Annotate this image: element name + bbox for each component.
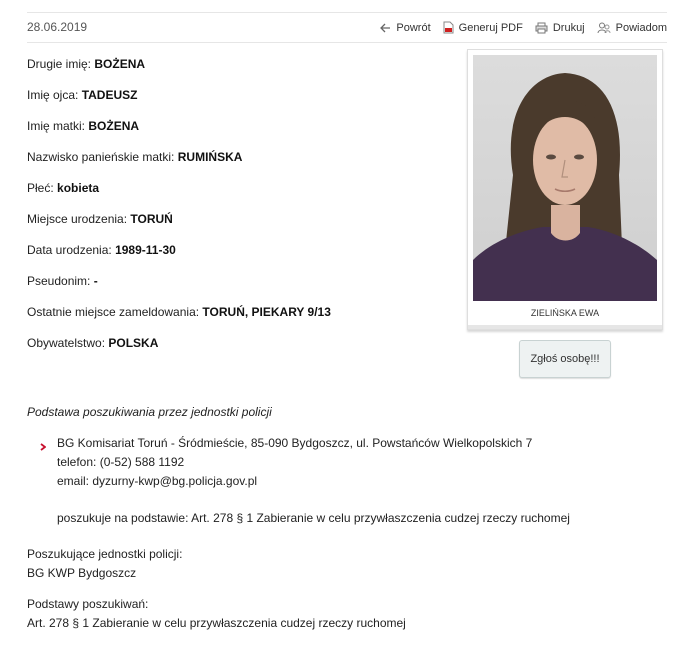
toolbar-actions [380, 21, 667, 34]
field-value: - [93, 274, 98, 288]
unit-email: email: dyzurny-kwp@bg.policja.gov.pl [57, 474, 258, 488]
field-label: Data urodzenia: [27, 243, 112, 257]
field-mother-name [27, 119, 331, 150]
field-label: Miejsce urodzenia: [27, 212, 128, 226]
photo-caption: ZIELIŃSKA EWA [530, 308, 600, 318]
unit-name: BG Komisariat Toruń - Śródmieście, 85-090 Bydgoszcz, ul. Powstańców Wielkopolskich 7 [57, 436, 533, 450]
top-divider [27, 12, 667, 13]
report-person-button[interactable]: Zgłoś osobę!!! [519, 340, 611, 378]
unit-phone: telefon: (0-52) 588 1192 [57, 455, 185, 469]
printer-icon [535, 22, 548, 34]
field-value: BOŻENA [94, 57, 146, 71]
field-sex [27, 181, 331, 212]
search-grounds-label: Podstawy poszukiwań: [27, 597, 149, 611]
police-unit-entry [44, 434, 570, 528]
unit-grounds: poszukuje na podstawie: Art. 278 § 1 Zabieranie w celu przywłaszczenia cudzej rzeczy ruchomej [57, 511, 570, 525]
field-last-address [27, 305, 331, 336]
field-label: Pseudonim: [27, 274, 91, 288]
print-link[interactable] [535, 22, 585, 34]
field-father-name [27, 88, 331, 119]
photo-card-footer [468, 325, 662, 329]
back-link-label: Powrót [396, 21, 431, 34]
searching-units-value: BG KWP Bydgoszcz [27, 566, 137, 580]
field-birthdate [27, 243, 331, 274]
field-value: 1989-11-30 [115, 243, 176, 257]
back-arrow-icon [380, 23, 391, 33]
field-label: Płeć: [27, 181, 54, 195]
field-birthplace [27, 212, 331, 243]
field-second-name [27, 57, 331, 88]
pdf-icon [443, 21, 454, 34]
header-divider [27, 42, 667, 43]
field-label: Ostatnie miejsce zameldowania: [27, 305, 200, 319]
search-grounds-value: Art. 278 § 1 Zabieranie w celu przywłaszczenia cudzej rzeczy ruchomej [27, 616, 406, 630]
search-basis-title: Podstawa poszukiwania przez jednostki policji [27, 405, 272, 419]
field-citizenship [27, 336, 331, 367]
generate-pdf-label: Generuj PDF [458, 21, 523, 34]
back-link[interactable] [380, 22, 430, 34]
field-label: Nazwisko panieńskie matki: [27, 150, 175, 164]
notify-label: Powiadom [615, 21, 667, 34]
field-mother-maiden-name [27, 150, 331, 181]
people-icon [597, 22, 611, 34]
field-label: Obywatelstwo: [27, 336, 106, 350]
person-photo[interactable] [473, 55, 657, 301]
field-label: Drugie imię: [27, 57, 92, 71]
field-value: RUMIŃSKA [177, 150, 243, 164]
bullet-arrow-icon [40, 438, 46, 457]
print-label: Drukuj [552, 21, 585, 34]
field-value: BOŻENA [88, 119, 140, 133]
person-photo-card [467, 49, 663, 330]
personal-details [27, 57, 331, 367]
field-label: Imię matki: [27, 119, 86, 133]
field-label: Imię ojca: [27, 88, 79, 102]
field-value: TORUŃ, PIEKARY 9/13 [202, 305, 331, 319]
field-alias [27, 274, 331, 305]
field-value: kobieta [57, 181, 100, 195]
field-value: POLSKA [108, 336, 159, 350]
field-value: TADEUSZ [81, 88, 138, 102]
toolbar [27, 20, 667, 40]
publication-date: 28.06.2019 [27, 20, 88, 34]
searching-units-label: Poszukujące jednostki policji: [27, 547, 183, 561]
search-grounds-section [27, 595, 406, 633]
field-value: TORUŃ [130, 212, 173, 226]
searching-units-section [27, 545, 182, 583]
notify-link[interactable] [597, 22, 667, 34]
generate-pdf-link[interactable] [443, 21, 523, 34]
